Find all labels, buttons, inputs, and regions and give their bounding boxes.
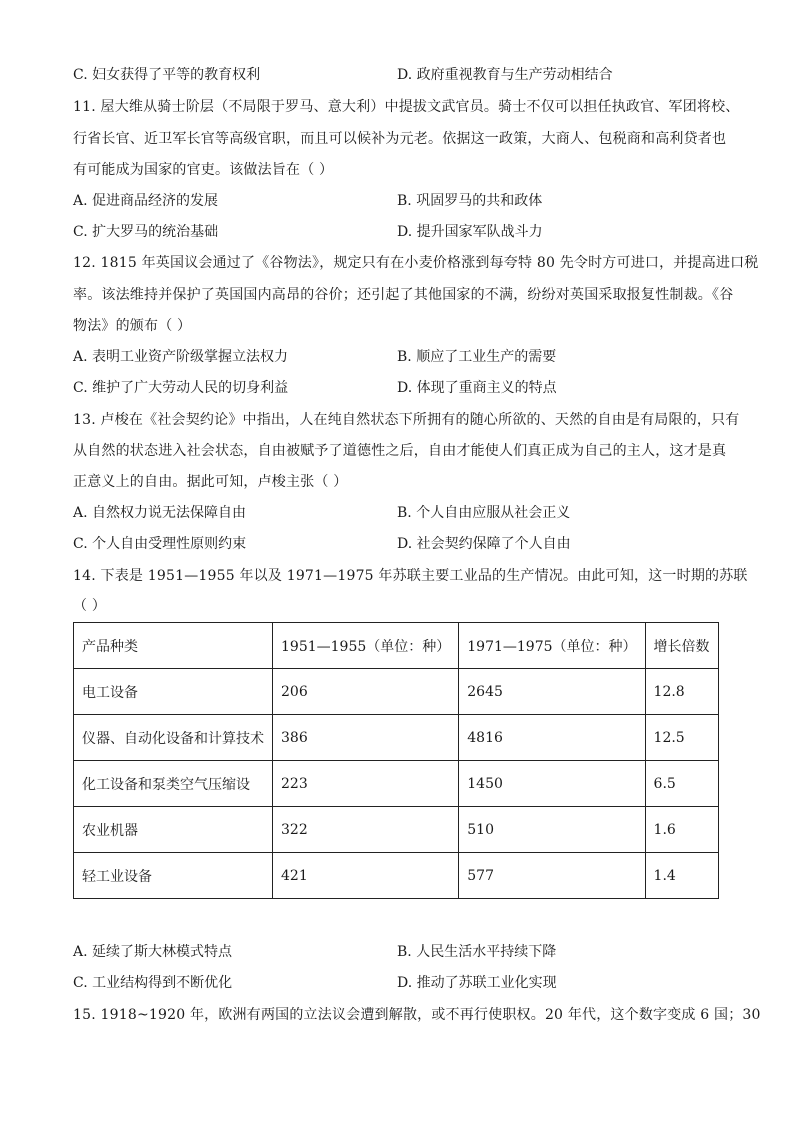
q11-stem-line-1: 11. 屋大维从骑士阶层（不局限于罗马、意大利）中提拔文武官员。骑士不仅可以担任执政官、军团将校、 (73, 99, 740, 115)
table-cell: 电工设备 (74, 669, 273, 715)
table-cell: 510 (459, 807, 645, 853)
table-cell: 农业机器 (74, 807, 273, 853)
table-cell: 化工设备和泵类空气压缩设 (74, 761, 273, 807)
table-header-cell: 1951—1955（单位：种） (273, 623, 459, 669)
q12-option-d: D. 体现了重商主义的特点 (397, 380, 557, 396)
q12-stem-line-1: 12. 1815 年英国议会通过了《谷物法》，规定只有在小麦价格涨到每夸特 80 先令时方可进口，并提高进口税 (73, 255, 759, 271)
q14-option-d: D. 推动了苏联工业化实现 (397, 975, 557, 991)
table-cell: 6.5 (645, 761, 718, 807)
q14-stem-line-2: （ ） (73, 598, 107, 614)
table-cell: 1.6 (645, 807, 718, 853)
table-header-cell: 1971—1975（单位：种） (459, 623, 645, 669)
q13-stem-line-3: 正意义上的自由。据此可知，卢梭主张（ ） (73, 474, 348, 490)
q14-option-a: A. 延续了斯大林模式特点 (73, 944, 233, 960)
q13-option-d: D. 社会契约保障了个人自由 (397, 536, 571, 552)
q14-option-c: C. 工业结构得到不断优化 (73, 975, 233, 991)
table-cell: 仪器、自动化设备和计算技术 (74, 715, 273, 761)
q12-stem-line-2: 率。该法维持并保护了英国国内高昂的谷价；还引起了其他国家的不满，纷纷对英国采取报复性制裁。《谷 (73, 287, 734, 303)
table-header-cell: 增长倍数 (645, 623, 718, 669)
q13-option-c: C. 个人自由受理性原则约束 (73, 536, 247, 552)
table-cell: 421 (273, 853, 459, 899)
table-row (74, 853, 719, 899)
q13-stem-line-1: 13. 卢梭在《社会契约论》中指出，人在纯自然状态下所拥有的随心所欲的、天然的自由是有局限的，只有 (73, 412, 740, 428)
q13-stem-line-2: 从自然的状态进入社会状态，自由被赋予了道德性之后，自由才能使人们真正成为自己的主人，这才是真 (73, 443, 727, 459)
table-cell: 223 (273, 761, 459, 807)
q13-option-b: B. 个人自由应服从社会正义 (397, 505, 571, 521)
q13-option-a: A. 自然权力说无法保障自由 (73, 505, 247, 521)
q11-stem-line-2: 行省长官、近卫军长官等高级官职，而且可以候补为元老。依据这一政策，大商人、包税商和高利贷者也 (73, 131, 727, 147)
table-cell: 12.5 (645, 715, 718, 761)
table-cell: 1.4 (645, 853, 718, 899)
table-header-row (74, 623, 719, 669)
q12-stem-line-3: 物法》的颁布（ ） (73, 318, 192, 334)
table-row (74, 715, 719, 761)
table-cell: 12.8 (645, 669, 718, 715)
q11-option-c: C. 扩大罗马的统治基础 (73, 224, 219, 240)
q10-option-d: D. 政府重视教育与生产劳动相结合 (397, 67, 613, 83)
q14-stem-line-1: 14. 下表是 1951—1955 年以及 1971—1975 年苏联主要工业品的生产情况。由此可知，这一时期的苏联 (73, 568, 748, 584)
table-cell: 577 (459, 853, 645, 899)
q11-option-a: A. 促进商品经济的发展 (73, 193, 219, 209)
q11-option-d: D. 提升国家军队战斗力 (397, 224, 543, 240)
q11-stem-line-3: 有可能成为国家的官吏。该做法旨在（ ） (73, 162, 334, 178)
q11-option-b: B. 巩固罗马的共和政体 (397, 193, 543, 209)
table-cell: 322 (273, 807, 459, 853)
q12-option-c: C. 维护了广大劳动人民的切身利益 (73, 380, 289, 396)
q12-option-a: A. 表明工业资产阶级掌握立法权力 (73, 349, 289, 365)
table-cell: 轻工业设备 (74, 853, 273, 899)
production-table (73, 622, 719, 899)
table-row (74, 761, 719, 807)
q14-option-b: B. 人民生活水平持续下降 (397, 944, 557, 960)
table-cell: 206 (273, 669, 459, 715)
table-row (74, 669, 719, 715)
q15-stem-line-1: 15. 1918~1920 年，欧洲有两国的立法议会遭到解散，或不再行使职权。20 年代，这个数字变成 6 国；30 (73, 1007, 761, 1023)
table-cell: 4816 (459, 715, 645, 761)
q10-option-c: C. 妇女获得了平等的教育权利 (73, 67, 261, 83)
table-row (74, 807, 719, 853)
table-cell: 386 (273, 715, 459, 761)
table-header-cell: 产品种类 (74, 623, 273, 669)
table-cell: 2645 (459, 669, 645, 715)
q12-option-b: B. 顺应了工业生产的需要 (397, 349, 557, 365)
table-cell: 1450 (459, 761, 645, 807)
